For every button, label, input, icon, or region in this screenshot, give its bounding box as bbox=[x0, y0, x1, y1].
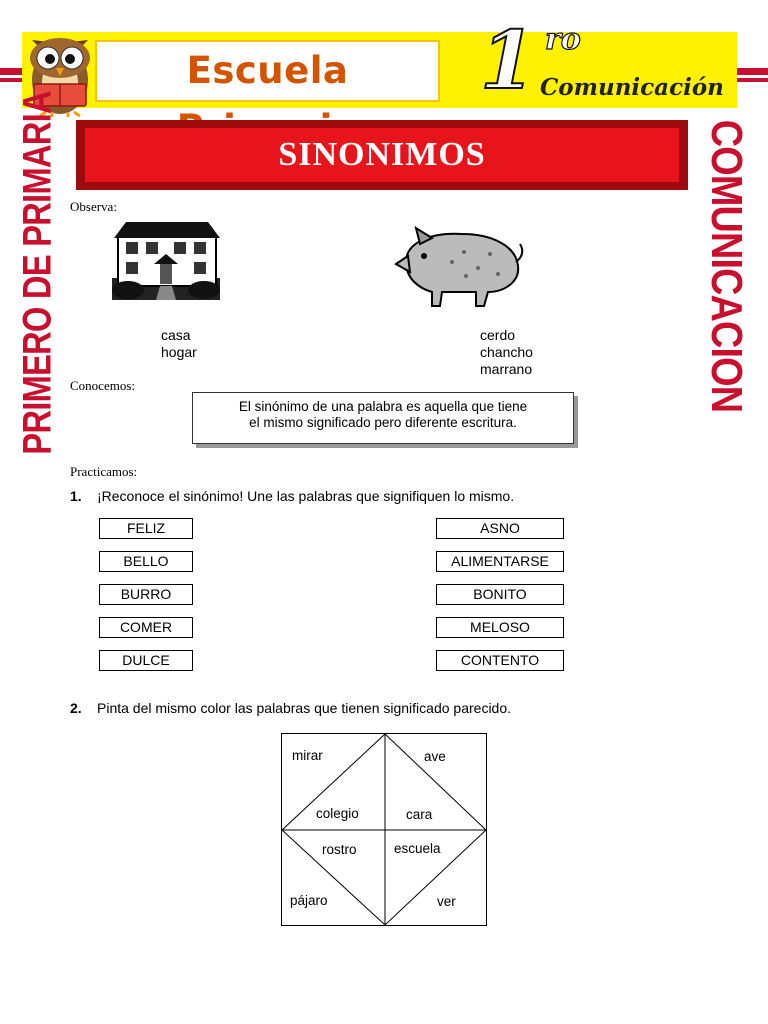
grid-word-bottom-left: pájaro bbox=[290, 893, 328, 908]
grade-suffix: ro bbox=[545, 22, 581, 57]
pig-icon bbox=[392, 222, 526, 308]
practicamos-label: Practicamos: bbox=[70, 464, 138, 479]
exercise-1-instruction: ¡Reconoce el sinónimo! Une las palabras que signifiquen lo mismo. bbox=[97, 488, 515, 504]
right-word-box: BONITO bbox=[436, 584, 564, 605]
grid-word-lower-center-left: rostro bbox=[322, 842, 357, 857]
pig-word-2: chancho bbox=[480, 344, 533, 360]
right-word-box: MELOSO bbox=[436, 617, 564, 638]
pig-words bbox=[480, 327, 533, 378]
exercise-1-number: 1. bbox=[70, 488, 82, 504]
grid-word-top-left: mirar bbox=[292, 748, 323, 763]
right-banner-text: COMUNICACION bbox=[702, 119, 751, 412]
grid-word-bottom-right: ver bbox=[437, 894, 456, 909]
school-name: Escuela bbox=[186, 49, 349, 92]
grid-word-upper-center-right: cara bbox=[406, 807, 433, 822]
page-title: SINONIMOS bbox=[278, 136, 486, 173]
header-subject: Comunicación bbox=[540, 74, 724, 101]
right-word-box: ALIMENTARSE bbox=[436, 551, 564, 572]
right-word-box: CONTENTO bbox=[436, 650, 564, 671]
definition-line-1: El sinónimo de una palabra es aquella que tiene bbox=[238, 399, 528, 414]
house-word-1: casa bbox=[161, 327, 191, 343]
school-name-box bbox=[95, 40, 440, 102]
title-banner bbox=[85, 128, 679, 182]
right-word-box: ASNO bbox=[436, 518, 564, 539]
house-words bbox=[161, 327, 197, 361]
left-word-box: DULCE bbox=[99, 650, 193, 671]
conocemos-label: Conocemos: bbox=[70, 378, 135, 393]
exercise-2-number: 2. bbox=[70, 700, 82, 716]
left-side-banner bbox=[15, 91, 60, 455]
right-side-banner bbox=[702, 118, 751, 413]
observa-label: Observa: bbox=[70, 199, 117, 214]
left-word-box: FELIZ bbox=[99, 518, 193, 539]
left-banner-text: PRIMERO DE PRIMARIA bbox=[15, 91, 60, 455]
left-word-box: COMER bbox=[99, 617, 193, 638]
left-word-box: BURRO bbox=[99, 584, 193, 605]
exercise-2-instruction: Pinta del mismo color las palabras que tienen significado parecido. bbox=[97, 700, 512, 716]
pig-word-1: cerdo bbox=[480, 327, 516, 343]
grid-word-top-right: ave bbox=[424, 749, 446, 764]
grid-word-lower-center-right: escuela bbox=[394, 841, 441, 856]
grid-word-upper-center-left: colegio bbox=[316, 806, 359, 821]
grade-number: 1 bbox=[480, 13, 536, 107]
pig-word-3: marrano bbox=[480, 361, 533, 377]
house-icon bbox=[106, 218, 226, 304]
house-word-2: hogar bbox=[161, 344, 197, 360]
definition-box bbox=[192, 392, 574, 444]
definition-line-2: el mismo significado pero diferente escritura. bbox=[249, 415, 517, 430]
left-word-box: BELLO bbox=[99, 551, 193, 572]
